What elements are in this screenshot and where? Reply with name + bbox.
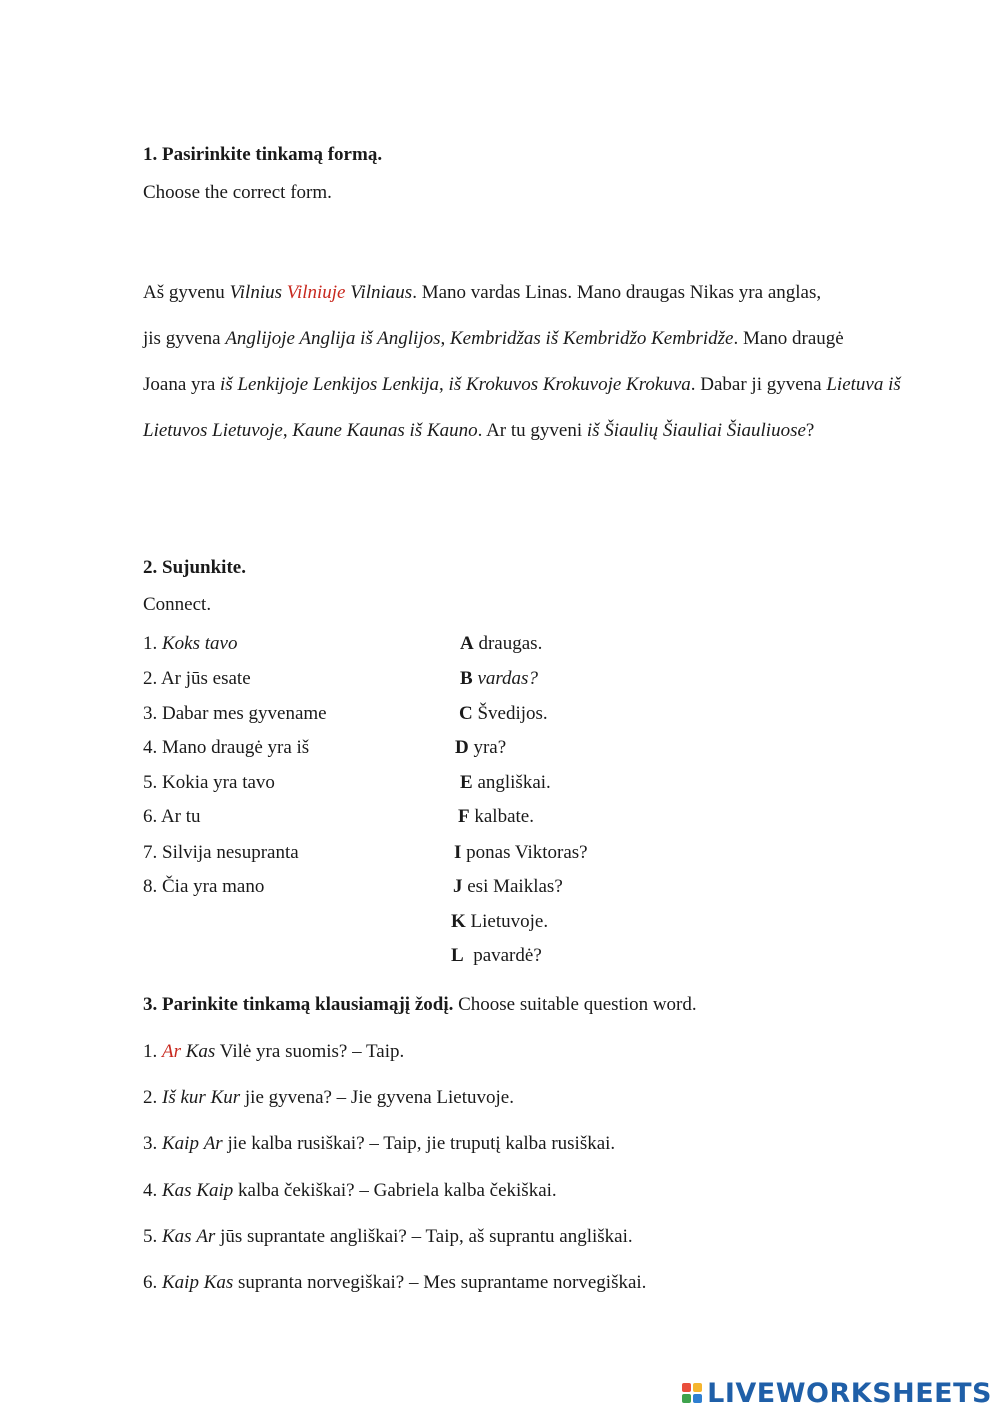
sentence-text: ? xyxy=(805,420,815,441)
question-item xyxy=(143,1132,615,1156)
item-text: Mano draugė yra iš xyxy=(162,737,310,758)
item-text: Švedijos. xyxy=(472,703,548,724)
answer-options[interactable]: iš Krokuvos Krokuvoje Krokuva xyxy=(448,374,691,395)
item-text: draugas. xyxy=(473,633,543,654)
question-text: kalba čekiškai? – Gabriela kalba čekiškai. xyxy=(233,1180,557,1201)
answer-options[interactable]: iš Šiaulių Šiauliai Šiauliuose xyxy=(586,420,806,441)
question-word-option[interactable]: Kas xyxy=(162,1226,192,1247)
item-number: 7. xyxy=(143,842,162,863)
item-text: ponas Viktoras? xyxy=(461,842,588,863)
sentence-text: , xyxy=(282,420,293,441)
item-number: 2. xyxy=(143,668,161,689)
item-text: pavardė? xyxy=(463,945,542,966)
item-letter: F xyxy=(458,806,470,827)
sentence-text: . Dabar ji gyvena xyxy=(690,374,827,395)
connect-right-item[interactable] xyxy=(453,875,563,899)
question-text: jie gyvena? – Jie gyvena Lietuvoje. xyxy=(240,1087,514,1108)
connect-right-item[interactable] xyxy=(455,736,506,760)
question-text: jūs suprantate angliškai? – Taip, aš suprantu angliškai. xyxy=(215,1226,633,1247)
answer-options[interactable]: iš Lenkijoje Lenkijos Lenkija xyxy=(220,374,440,395)
item-number: 5. xyxy=(143,1226,162,1247)
item-number: 1. xyxy=(143,633,162,654)
ex1-line xyxy=(143,327,844,351)
connect-left-item[interactable] xyxy=(143,841,299,865)
answer-options[interactable]: Vilnius xyxy=(229,282,282,303)
question-word-option[interactable]: Kas xyxy=(162,1180,192,1201)
item-text: Silvija nesupranta xyxy=(162,842,299,863)
connect-left-item[interactable] xyxy=(143,667,251,691)
item-letter: K xyxy=(451,911,466,932)
answer-options[interactable]: Kaune Kaunas iš Kauno xyxy=(292,420,478,441)
answer-options[interactable]: Lietuva iš xyxy=(826,374,901,395)
question-word-option[interactable]: Ar xyxy=(162,1041,181,1062)
liveworksheets-logo xyxy=(682,1378,992,1408)
question-word-option[interactable]: Ar xyxy=(196,1226,216,1247)
item-text: Koks tavo xyxy=(162,633,238,654)
question-item xyxy=(143,1271,646,1295)
sentence-text: Joana yra xyxy=(143,374,221,395)
sentence-text: . Ar tu gyveni xyxy=(477,420,587,441)
item-text: Dabar mes gyvename xyxy=(162,703,327,724)
sentence-text: , xyxy=(440,328,450,349)
ex3-title: 3. Parinkite tinkamą klausiamąjį žodį. xyxy=(143,994,454,1015)
sentence-text: . Mano draugė xyxy=(733,328,844,349)
ex1-line xyxy=(143,373,901,397)
ex1-line xyxy=(143,281,821,305)
question-word-option[interactable]: Kas xyxy=(203,1272,234,1293)
item-text: kalbate. xyxy=(469,806,534,827)
question-item xyxy=(143,1225,633,1249)
connect-right-item[interactable] xyxy=(451,910,548,934)
ex1-line xyxy=(143,419,814,443)
item-letter: I xyxy=(454,842,462,863)
item-number: 5. xyxy=(143,772,162,793)
question-text: Vilė yra suomis? – Taip. xyxy=(215,1041,405,1062)
ex2-subtitle: Connect. xyxy=(143,594,212,615)
question-text: supranta norvegiškai? – Mes suprantame norvegiškai. xyxy=(233,1272,647,1293)
item-letter: E xyxy=(460,772,473,793)
item-text: Ar jūs esate xyxy=(160,668,251,689)
answer-options[interactable]: Kembridžas iš Kembridžo Kembridže xyxy=(450,328,734,349)
connect-left-item[interactable] xyxy=(143,736,309,760)
sentence-text: Aš gyvenu xyxy=(143,282,230,303)
question-word-option[interactable]: Kaip xyxy=(162,1133,199,1154)
item-text: Kokia yra tavo xyxy=(162,772,275,793)
ex3-heading xyxy=(143,993,697,1017)
item-letter: J xyxy=(453,876,463,897)
item-number: 3. xyxy=(143,1133,162,1154)
connect-left-item[interactable] xyxy=(143,771,275,795)
connect-left-item[interactable] xyxy=(143,702,327,726)
logo-square xyxy=(682,1394,691,1403)
item-text: Lietuvoje. xyxy=(465,911,549,932)
item-letter: C xyxy=(459,703,473,724)
answer-options[interactable]: Vilniaus xyxy=(350,282,413,303)
question-word-option[interactable]: Ar xyxy=(203,1133,223,1154)
ex2-title: 2. Sujunkite. xyxy=(143,557,246,578)
question-text: jie kalba rusiškai? – Taip, jie truputį kalba rusiškai. xyxy=(222,1133,616,1154)
answer-options[interactable]: Vilniuje xyxy=(286,282,346,303)
question-item xyxy=(143,1179,557,1203)
connect-left-item[interactable] xyxy=(143,875,264,899)
connect-right-item[interactable] xyxy=(451,944,542,968)
item-number: 4. xyxy=(143,1180,162,1201)
connect-left-item[interactable] xyxy=(143,805,201,829)
logo-square xyxy=(693,1394,702,1403)
question-item xyxy=(143,1086,514,1110)
question-word-option[interactable]: Kaip xyxy=(196,1180,234,1201)
ex3-subtitle: Choose suitable question word. xyxy=(453,994,697,1015)
item-text: angliškai. xyxy=(472,772,551,793)
connect-right-item[interactable] xyxy=(458,805,534,829)
question-item xyxy=(143,1040,404,1064)
sentence-text: . Mano vardas Linas. Mano draugas Nikas yra anglas, xyxy=(412,282,822,303)
item-number: 6. xyxy=(143,1272,162,1293)
logo-square xyxy=(682,1383,691,1392)
item-number: 4. xyxy=(143,737,162,758)
question-word-option[interactable]: Kur xyxy=(210,1087,241,1108)
ex1-subtitle: Choose the correct form. xyxy=(143,182,332,203)
item-letter: B xyxy=(460,668,473,689)
item-text: vardas? xyxy=(472,668,538,689)
connect-right-item[interactable] xyxy=(460,667,538,691)
question-word-option[interactable]: Kaip xyxy=(162,1272,199,1293)
item-number: 1. xyxy=(143,1041,162,1062)
connect-right-item[interactable] xyxy=(460,632,542,656)
connect-right-item[interactable] xyxy=(460,771,551,795)
logo-text: LIVEWORKSHEETS xyxy=(707,1377,992,1409)
logo-icon xyxy=(682,1383,702,1403)
question-word-option[interactable]: Iš kur xyxy=(162,1087,206,1108)
logo-square xyxy=(693,1383,702,1392)
item-text: Ar tu xyxy=(160,806,201,827)
item-text: yra? xyxy=(468,737,507,758)
item-number: 6. xyxy=(143,806,161,827)
item-text: Čia yra mano xyxy=(162,876,265,897)
item-letter: A xyxy=(460,633,474,654)
sentence-text: jis gyvena xyxy=(143,328,226,349)
item-letter: D xyxy=(455,737,469,758)
item-text: esi Maiklas? xyxy=(462,876,563,897)
item-letter: L xyxy=(451,945,464,966)
connect-left-item[interactable] xyxy=(143,632,237,656)
connect-right-item[interactable] xyxy=(454,841,588,865)
question-word-option[interactable]: Kas xyxy=(185,1041,216,1062)
item-number: 3. xyxy=(143,703,162,724)
ex1-title: 1. Pasirinkite tinkamą formą. xyxy=(143,144,383,165)
sentence-text: , xyxy=(439,374,449,395)
answer-options[interactable]: Anglijoje Anglija iš Anglijos xyxy=(225,328,441,349)
connect-right-item[interactable] xyxy=(459,702,548,726)
answer-options[interactable]: Lietuvos Lietuvoje xyxy=(143,420,283,441)
item-number: 8. xyxy=(143,876,162,897)
item-number: 2. xyxy=(143,1087,162,1108)
